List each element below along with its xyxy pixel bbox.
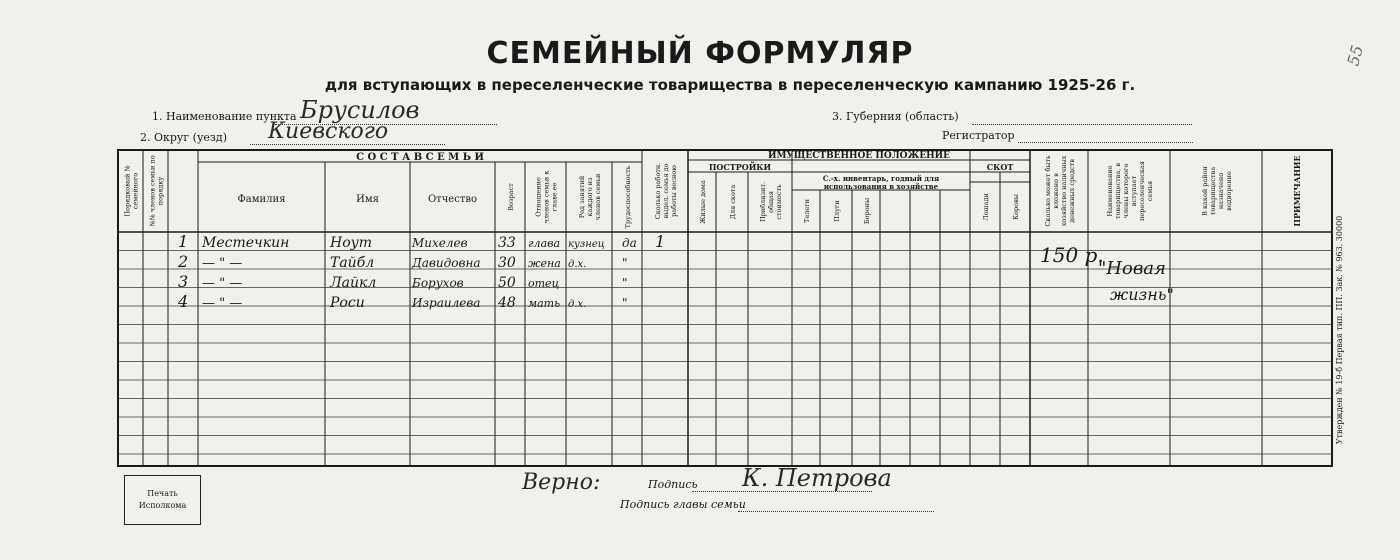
row-ability: ": [622, 276, 628, 290]
col-header: Отчество: [427, 194, 478, 205]
row-relation: отец: [528, 277, 560, 290]
col-header-line: семья: [1146, 180, 1154, 202]
point-value: Брусилов: [300, 96, 420, 124]
col-header-line: Род занятий: [578, 175, 586, 219]
col-header-vertical: [1106, 161, 1154, 221]
row-patronymic: Михелев: [412, 236, 468, 250]
row-workers: 1: [655, 232, 666, 251]
row-relation: жена: [528, 257, 561, 270]
row-name: Лайкл: [330, 275, 377, 291]
col-header-line: переселенческая: [1138, 161, 1146, 221]
col-header-line: вложено в: [1052, 173, 1060, 209]
col-header-vertical: [654, 163, 678, 220]
col-header-vertical: [1201, 166, 1233, 216]
col-header-line: работы весною: [670, 165, 678, 217]
col-header-line: членов семьи к: [542, 170, 551, 224]
col-header-vertical: [1292, 155, 1302, 226]
row-name: Роси: [330, 295, 365, 311]
col-header-line: Лошади: [982, 193, 990, 221]
inventory-group-header-line2: использования в хозяйстве: [823, 182, 939, 191]
row-num: 4: [178, 292, 189, 311]
col-header-line: стоимость: [775, 184, 783, 220]
col-header-line: каждого из: [586, 177, 594, 217]
row-num: 3: [178, 272, 189, 291]
col-header-line: Трудоспособность: [624, 165, 632, 229]
col-header-vertical: [1012, 194, 1020, 220]
col-header-line: Порядковый №: [123, 165, 132, 217]
row-surname: — " —: [202, 276, 243, 291]
form-subtitle: для вступающих в переселенческие товарищества в переселенческую кампанию 1925-26 г.: [324, 76, 1136, 94]
row-ability: ": [622, 296, 628, 310]
row-ability: да: [622, 236, 637, 250]
col-header-line: товарищества, в: [1114, 163, 1122, 219]
col-header-line: Для скота: [729, 184, 737, 220]
col-header-line: членов семьи: [594, 173, 602, 221]
col-header-line: выдел. семья до: [662, 163, 670, 219]
col-header-line: Бороны: [863, 197, 871, 225]
inventory-group-header-line1: С.-х. инвентарь, годный для: [822, 174, 940, 183]
col-header-line: Сколько может быть: [1044, 155, 1052, 227]
verified-note: Верно:: [522, 470, 601, 495]
col-header-line: Отношение: [534, 177, 543, 217]
family-group-header: С О С Т А В С Е М Ь И: [356, 152, 484, 163]
col-header-vertical: [863, 198, 871, 224]
col-header-line: порядку: [156, 176, 165, 206]
head-sign-fill-line: [738, 511, 934, 512]
col-header-vertical: [982, 193, 990, 221]
col-header-vertical: [624, 165, 632, 228]
col-header-vertical: [535, 171, 559, 224]
okrug-value: Киевского: [268, 119, 389, 144]
table-cells: [177, 232, 1174, 311]
row-age: 30: [498, 255, 516, 271]
col-header-line: Возраст: [507, 183, 515, 211]
row-ability: ": [622, 256, 628, 270]
col-header-line: Жилые дома: [699, 180, 707, 224]
partnership-value-line2: жизнь": [1110, 285, 1174, 304]
col-header-vertical: [833, 200, 841, 221]
col-header-line: вступает: [1130, 175, 1138, 207]
stamp-box: [124, 475, 201, 525]
col-header-vertical: [759, 182, 783, 222]
row-patronymic: Израилева: [412, 296, 481, 310]
row-surname: — " —: [202, 256, 243, 271]
row-num: 1: [178, 232, 189, 251]
col-header-line: В какой район: [1201, 166, 1209, 216]
col-header-vertical: [578, 174, 602, 221]
row-name: Тайбл: [330, 255, 375, 271]
signature: К. Петрова: [742, 464, 892, 492]
row-name: Ноут: [330, 235, 373, 251]
col-header-line: главе ее: [550, 182, 559, 212]
col-header-line: Телеги: [803, 199, 811, 223]
row-num: 2: [178, 252, 189, 271]
col-header-line: Приблизит.: [759, 181, 767, 223]
col-header-line: Коровы: [1012, 194, 1020, 220]
col-header-line: общая: [767, 191, 775, 213]
side-print: [1335, 216, 1344, 444]
col-header-line: хозяйство наличных: [1060, 155, 1068, 227]
row-occupation: д.х.: [568, 299, 587, 310]
row-occupation: д.х.: [568, 259, 587, 270]
col-header-vertical: [729, 185, 737, 220]
col-header-vertical: [507, 183, 515, 211]
col-header-line: товарищества: [1209, 166, 1217, 216]
col-header-vertical: [149, 155, 165, 226]
col-header-line: Плуги: [833, 200, 841, 222]
col-header-line: ПРИМЕЧАНИЕ: [1292, 155, 1302, 227]
row-patronymic: Давидовна: [412, 256, 481, 270]
col-header-vertical: [699, 180, 707, 224]
col-header-line: семейного: [131, 172, 140, 210]
col-header-vertical: [124, 165, 140, 216]
funds-value: 150 р.: [1040, 243, 1104, 267]
row-age: 33: [498, 235, 516, 251]
col-header-line: Наименование: [1106, 165, 1114, 217]
form-title: СЕМЕЙНЫЙ ФОРМУЛЯР: [486, 36, 914, 71]
partnership-value-line1: "Новая: [1098, 258, 1166, 279]
row-occupation: кузнец: [568, 239, 605, 250]
sign-label: Подпись: [648, 478, 698, 491]
row-relation: глава: [528, 237, 561, 250]
col-header-line: денежных средств: [1068, 159, 1076, 223]
col-header-vertical: [803, 199, 811, 223]
row-age: 50: [498, 275, 516, 291]
row-age: 48: [498, 295, 516, 311]
buildings-group-header: ПОСТРОЙКИ: [708, 162, 772, 172]
col-header: Фамилия: [237, 194, 286, 205]
side-print-text: Утвержден № 19-б Первая тип. ПП. Зак. № 963. 30000: [1335, 215, 1344, 445]
row-relation: мать: [528, 297, 561, 310]
head-sign-label: Подпись главы семьи: [620, 498, 746, 511]
row-surname: Местечкин: [202, 235, 290, 251]
col-header-vertical: [1044, 155, 1076, 227]
col-header-line: №№ членов семьи по: [148, 155, 157, 227]
col-header-line: Сколько работн.: [654, 162, 662, 220]
livestock-group-header: СКОТ: [986, 162, 1014, 172]
gubernia-label: 3. Губерния (область): [832, 110, 959, 123]
col-header: Имя: [356, 194, 379, 205]
property-group-header: ИМУЩЕСТВЕННОЕ ПОЛОЖЕНИЕ: [767, 151, 951, 161]
col-header-line: члены которого: [1122, 163, 1130, 219]
row-patronymic: Борухов: [412, 276, 464, 290]
col-header-line: назначено: [1217, 172, 1225, 210]
row-surname: — " —: [202, 296, 243, 311]
registrar-label: Регистратор: [942, 129, 1015, 142]
col-header-line: водворение: [1225, 171, 1233, 211]
point-label: 1. Наименование пункта: [152, 110, 297, 123]
okrug-label: 2. Округ (уезд): [140, 131, 227, 144]
stamp-label: Печать Исполкома: [138, 489, 187, 510]
page-number: 55: [1343, 43, 1367, 68]
